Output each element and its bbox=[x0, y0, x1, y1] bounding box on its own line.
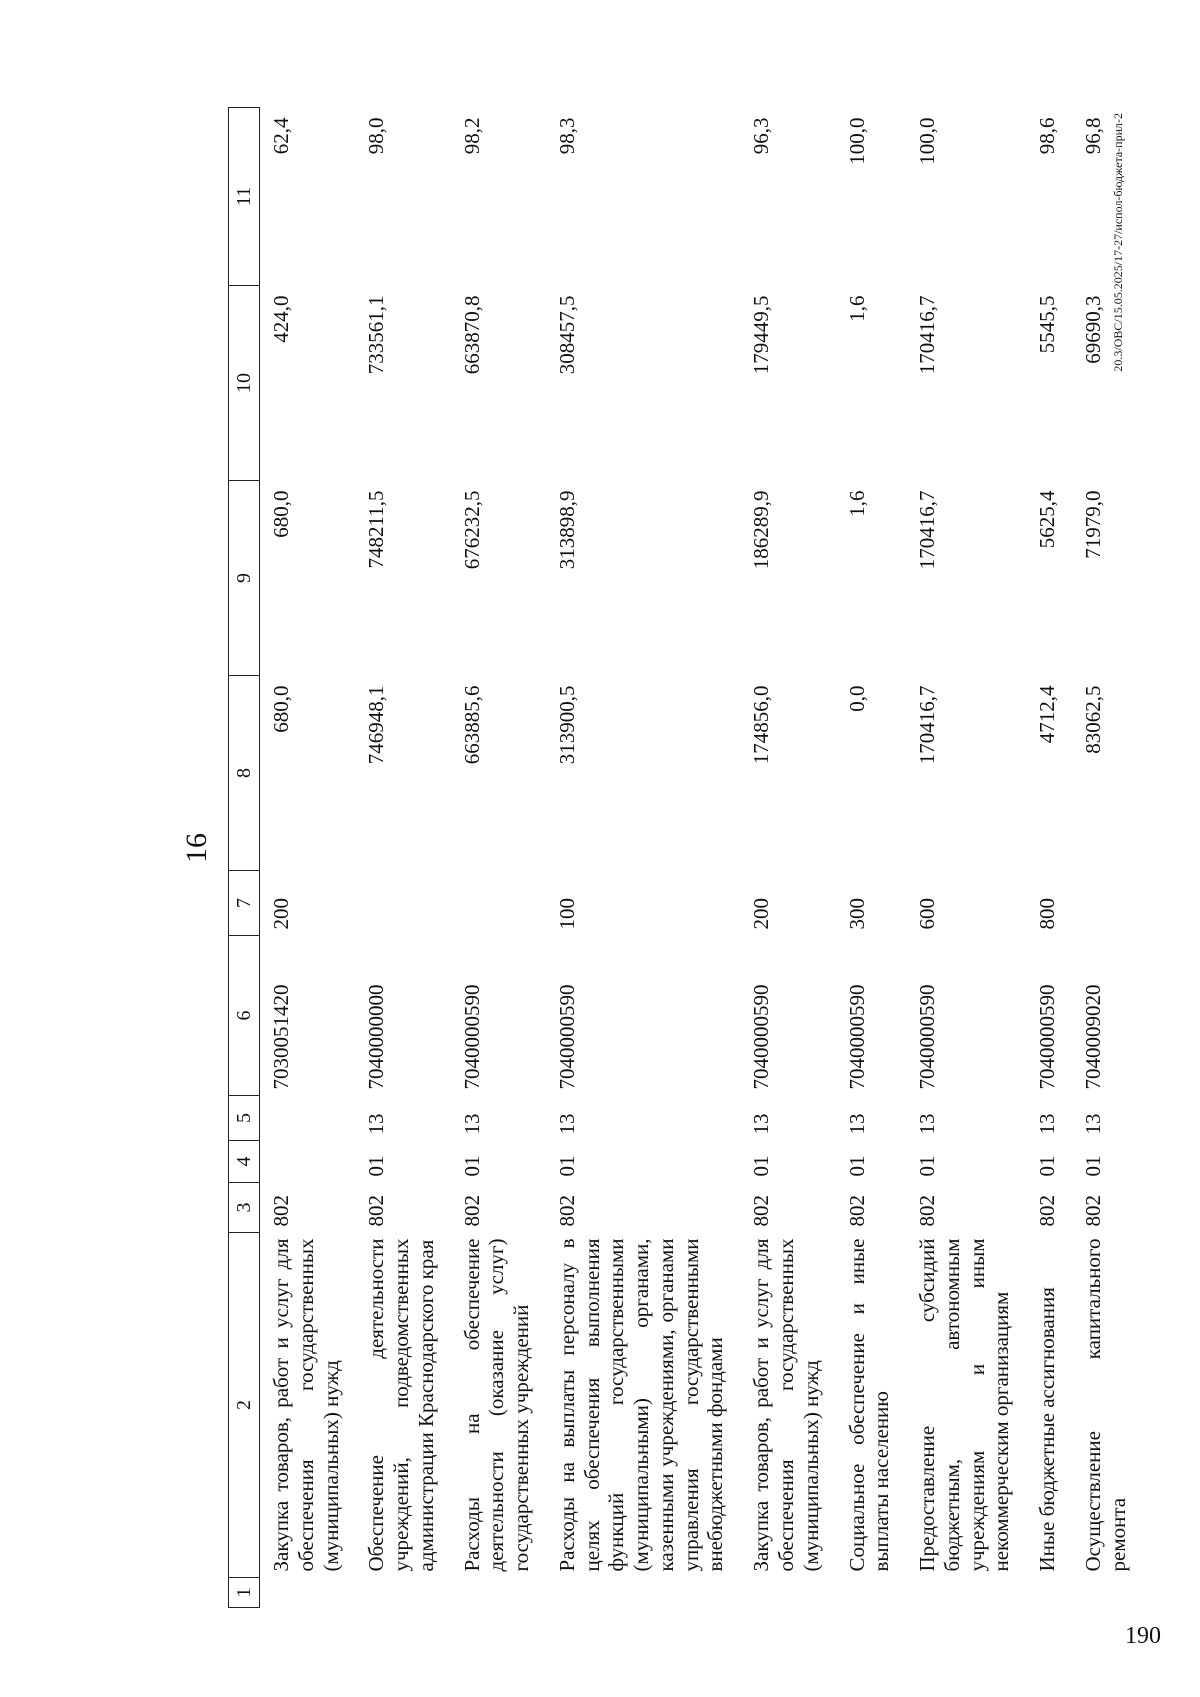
amount-col8: 313900,5 bbox=[554, 685, 579, 765]
amount-col10: 5545,5 bbox=[1035, 295, 1060, 354]
section-code: 01 bbox=[1080, 1155, 1105, 1177]
subsection-code: 13 bbox=[1035, 1113, 1060, 1135]
table-header-row bbox=[229, 108, 260, 1608]
amount-col9: 71979,0 bbox=[1080, 490, 1105, 559]
subsection-code bbox=[260, 1096, 356, 1141]
row-marker-cell bbox=[906, 1578, 1026, 1608]
expense-type-code bbox=[355, 871, 450, 936]
expense-type-code: 200 bbox=[269, 898, 293, 930]
section-code bbox=[260, 1141, 356, 1183]
column-header: 9 bbox=[229, 481, 260, 676]
target-article-code: 7040009020 bbox=[1080, 984, 1105, 1090]
table-row bbox=[740, 108, 835, 1608]
percent-col11: 98,3 bbox=[554, 117, 579, 155]
target-article-code: 7040000590 bbox=[1035, 984, 1060, 1090]
section-code: 01 bbox=[364, 1155, 389, 1177]
amount-col10: 69690,3 bbox=[1080, 295, 1105, 364]
row-marker-cell bbox=[740, 1578, 835, 1608]
row-description: Обеспечение деятельности учреждений, подведомственных администрации Краснодарского края bbox=[364, 1238, 438, 1572]
target-article-code: 7030051420 bbox=[269, 984, 293, 1090]
column-header: 2 bbox=[229, 1233, 260, 1578]
row-description: Расходы на обеспечение деятельности (оказание услуг) государственных учреждений bbox=[459, 1238, 534, 1572]
amount-col8: 174856,0 bbox=[749, 685, 774, 765]
page-number: 16 bbox=[180, 833, 213, 863]
target-article-code: 7040000590 bbox=[749, 984, 774, 1090]
budget-table bbox=[228, 107, 1142, 1608]
subsection-code: 13 bbox=[459, 1113, 484, 1135]
amount-col10: 308457,5 bbox=[554, 295, 579, 375]
amount-col8: 663885,6 bbox=[459, 685, 484, 765]
expense-type-code: 100 bbox=[554, 898, 579, 930]
row-description: Закупка товаров, работ и услуг для обеспечения государственных (муниципальных) нужд bbox=[269, 1238, 343, 1572]
percent-col11: 98,6 bbox=[1035, 117, 1060, 155]
admin-code: 802 bbox=[364, 1195, 389, 1227]
amount-col8: 4712,4 bbox=[1035, 685, 1060, 744]
expense-type-code: 600 bbox=[915, 898, 940, 930]
percent-col11: 100,0 bbox=[915, 117, 940, 165]
section-code: 01 bbox=[915, 1155, 940, 1177]
column-header: 7 bbox=[229, 871, 260, 936]
table-row bbox=[1072, 108, 1143, 1608]
table-row bbox=[260, 108, 356, 1608]
amount-col10: 733561,1 bbox=[364, 295, 389, 375]
table-row bbox=[451, 108, 546, 1608]
target-article-code: 7040000000 bbox=[364, 984, 389, 1090]
percent-col11: 98,0 bbox=[364, 117, 389, 155]
amount-col8: 0,0 bbox=[844, 685, 869, 712]
row-marker-cell bbox=[1072, 1578, 1143, 1608]
percent-col11: 96,3 bbox=[749, 117, 774, 155]
row-description: Иные бюджетные ассигнования bbox=[1035, 1287, 1060, 1572]
column-header: 8 bbox=[229, 676, 260, 871]
admin-code: 802 bbox=[269, 1195, 293, 1227]
target-article-code: 7040000590 bbox=[844, 984, 869, 1090]
amount-col9: 680,0 bbox=[269, 490, 293, 538]
row-description: Расходы на выплаты персоналу в целях обеспечения выполнения функций государственными (муниципальными) органами, казенными учреждениями, органами управления государственными внебюджетными фондами bbox=[554, 1238, 728, 1572]
amount-col10: 179449,5 bbox=[749, 295, 774, 375]
sheet-number: 190 bbox=[1125, 1623, 1161, 1649]
target-article-code: 7040000590 bbox=[459, 984, 484, 1090]
amount-col9: 313898,9 bbox=[554, 490, 579, 570]
expense-type-code bbox=[1072, 871, 1143, 936]
table-row bbox=[906, 108, 1026, 1608]
column-header: 1 bbox=[229, 1578, 260, 1608]
column-header: 11 bbox=[229, 108, 260, 286]
row-marker-cell bbox=[451, 1578, 546, 1608]
amount-col8: 170416,7 bbox=[915, 685, 940, 765]
amount-col10: 170416,7 bbox=[915, 295, 940, 375]
row-marker-cell bbox=[1026, 1578, 1072, 1608]
column-header: 6 bbox=[229, 936, 260, 1096]
target-article-code: 7040000590 bbox=[554, 984, 579, 1090]
column-header: 10 bbox=[229, 286, 260, 481]
percent-col11: 96,8 bbox=[1080, 117, 1105, 155]
row-description: Социальное обеспечение и иные выплаты населению bbox=[844, 1238, 894, 1572]
row-description: Закупка товаров, работ и услуг для обеспечения государственных (муниципальных) нужд bbox=[749, 1238, 823, 1572]
amount-col9: 170416,7 bbox=[915, 490, 940, 570]
subsection-code: 13 bbox=[844, 1113, 869, 1135]
amount-col10: 663870,8 bbox=[459, 295, 484, 375]
row-marker-cell bbox=[260, 1578, 356, 1608]
percent-col11: 62,4 bbox=[269, 117, 293, 155]
amount-col9: 748211,5 bbox=[364, 490, 389, 569]
amount-col9: 186289,9 bbox=[749, 490, 774, 570]
amount-col8: 746948,1 bbox=[364, 685, 389, 765]
section-code: 01 bbox=[459, 1155, 484, 1177]
column-header: 3 bbox=[229, 1183, 260, 1233]
amount-col10: 1,6 bbox=[844, 295, 869, 322]
subsection-code: 13 bbox=[915, 1113, 940, 1135]
amount-col8: 83062,5 bbox=[1080, 685, 1105, 754]
amount-col9: 1,6 bbox=[844, 490, 869, 517]
admin-code: 802 bbox=[554, 1195, 579, 1227]
amount-col8: 680,0 bbox=[269, 685, 293, 733]
document-sheet bbox=[158, 78, 1148, 1618]
column-header: 4 bbox=[229, 1141, 260, 1183]
section-code: 01 bbox=[554, 1155, 579, 1177]
table-row bbox=[546, 108, 740, 1608]
row-description: Осуществление капитального ремонта bbox=[1080, 1238, 1130, 1572]
admin-code: 802 bbox=[844, 1195, 869, 1227]
percent-col11: 100,0 bbox=[844, 117, 869, 165]
table-row bbox=[355, 108, 450, 1608]
amount-col10: 424,0 bbox=[269, 295, 293, 343]
target-article-code: 7040000590 bbox=[915, 984, 940, 1090]
row-marker-cell bbox=[355, 1578, 450, 1608]
expense-type-code: 800 bbox=[1035, 898, 1060, 930]
admin-code: 802 bbox=[915, 1195, 940, 1227]
amount-col9: 676232,5 bbox=[459, 490, 484, 570]
section-code: 01 bbox=[1035, 1155, 1060, 1177]
admin-code: 802 bbox=[459, 1195, 484, 1227]
expense-type-code: 200 bbox=[749, 898, 774, 930]
row-description: Предоставление субсидий бюджетным, автономным учреждениям и иным некоммерческим организациям bbox=[915, 1238, 1014, 1572]
subsection-code: 13 bbox=[749, 1113, 774, 1135]
expense-type-code: 300 bbox=[844, 898, 869, 930]
admin-code: 802 bbox=[749, 1195, 774, 1227]
admin-code: 802 bbox=[1035, 1195, 1060, 1227]
expense-type-code bbox=[451, 871, 546, 936]
row-marker-cell bbox=[546, 1578, 740, 1608]
subsection-code: 13 bbox=[1080, 1113, 1105, 1135]
percent-col11: 98,2 bbox=[459, 117, 484, 155]
section-code: 01 bbox=[749, 1155, 774, 1177]
row-marker-cell bbox=[836, 1578, 907, 1608]
table-row bbox=[1026, 108, 1072, 1608]
subsection-code: 13 bbox=[554, 1113, 579, 1135]
amount-col9: 5625,4 bbox=[1035, 490, 1060, 549]
column-header: 5 bbox=[229, 1096, 260, 1141]
table-row bbox=[836, 108, 907, 1608]
admin-code: 802 bbox=[1080, 1195, 1105, 1227]
subsection-code: 13 bbox=[364, 1113, 389, 1135]
section-code: 01 bbox=[844, 1155, 869, 1177]
document-reference: 20.3/ОВС/15.05.2025/17-27/испол-бюджета-прил-2 bbox=[1111, 113, 1125, 372]
